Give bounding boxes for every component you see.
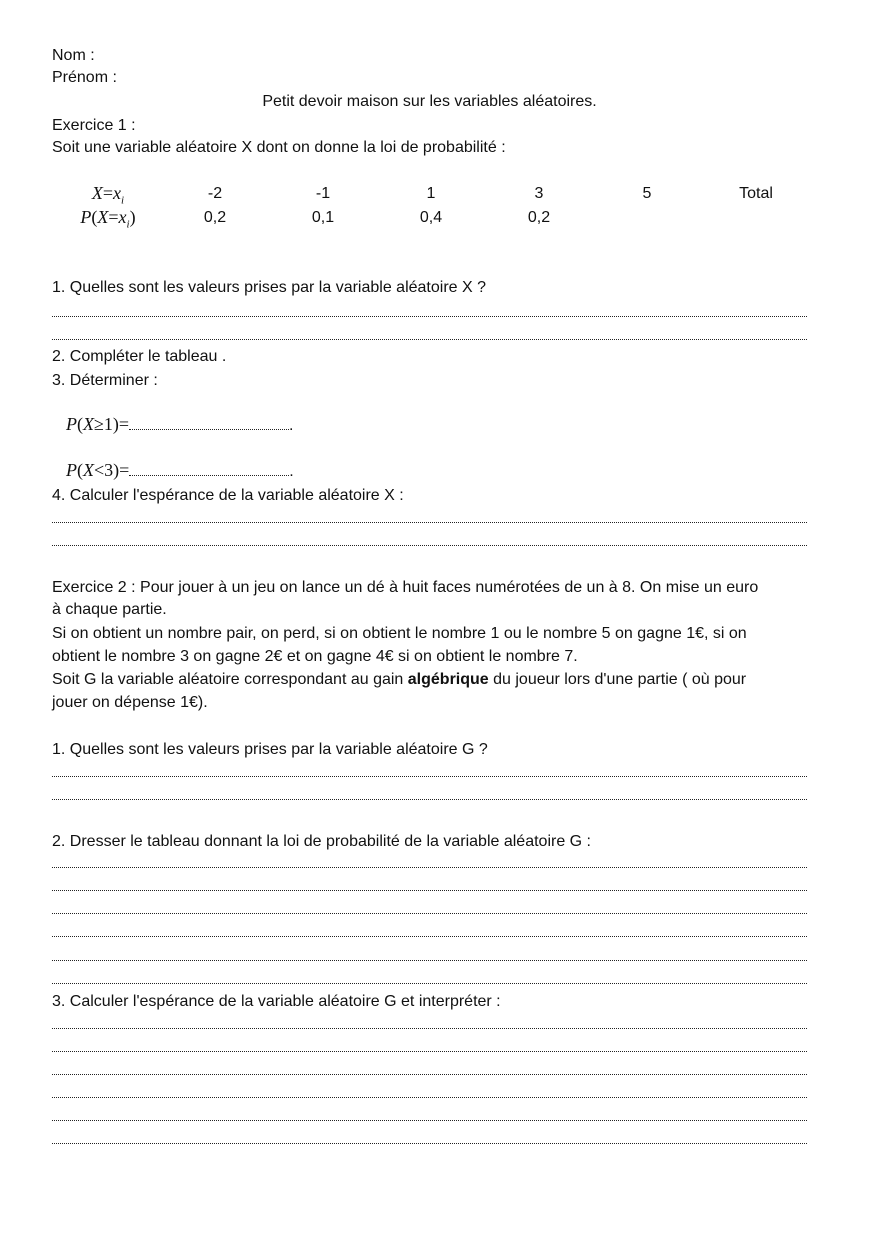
emphasis-algebrique: algébrique [407,671,489,688]
answer-line[interactable] [52,936,807,937]
nom-label: Nom : [52,47,95,64]
table-value: -1 [315,185,331,202]
table-value: 1 [426,185,436,202]
formula-p-x-ge-1: P(X≥1)= . [66,414,294,434]
table-prob: 0,2 [203,209,227,226]
table-value: 3 [534,185,544,202]
answer-line[interactable] [52,799,807,800]
page-title: Petit devoir maison sur les variables aléatoires. [262,93,597,110]
answer-line[interactable] [52,1074,807,1075]
exercise2-text-line6: jouer on dépense 1€). [52,694,208,711]
answer-line[interactable] [52,1143,807,1144]
exercise1-heading: Exercice 1 : [52,117,136,134]
answer-line[interactable] [52,983,807,984]
table-prob: 0,1 [311,209,335,226]
exercise1-question3: 3. Déterminer : [52,372,158,389]
answer-blank[interactable] [129,415,289,430]
table-value: -2 [207,185,223,202]
exercise2-text-line5: Soit G la variable aléatoire correspondant au gain algébrique du joueur lors d'une partie ( où pour [52,671,747,688]
table-row-label-p: $P(X=x_i)$ [80,207,136,231]
exercise1-question2: 2. Compléter le tableau . [52,348,227,365]
formula-p-x-lt-3: P(X<3)= . [66,460,294,480]
table-row-label-x: $X=x_i$ [91,183,125,207]
answer-line[interactable] [52,316,807,317]
table-value: 5 [642,185,652,202]
answer-line[interactable] [52,1028,807,1029]
exercise1-question1: 1. Quelles sont les valeurs prises par la variable aléatoire X ? [52,279,486,296]
exercise2-text-line2: à chaque partie. [52,601,167,618]
table-total-header: Total [739,185,773,202]
table-prob: 0,2 [527,209,551,226]
table-prob: 0,4 [419,209,443,226]
exercise1-question4: 4. Calculer l'espérance de la variable aléatoire X : [52,487,404,504]
answer-line[interactable] [52,776,807,777]
prenom-label: Prénom : [52,69,117,86]
answer-line[interactable] [52,1120,807,1121]
exercise2-text-line3: Si on obtient un nombre pair, on perd, si on obtient le nombre 1 ou le nombre 5 on gagne 1€, si on [52,625,747,642]
exercise2-text-line4: obtient le nombre 3 on gagne 2€ et on gagne 4€ si on obtient le nombre 7. [52,648,578,665]
answer-line[interactable] [52,339,807,340]
answer-line[interactable] [52,867,807,868]
answer-line[interactable] [52,522,807,523]
exercise1-intro: Soit une variable aléatoire X dont on donne la loi de probabilité : [52,139,506,156]
exercise2-question3: 3. Calculer l'espérance de la variable aléatoire G et interpréter : [52,993,501,1010]
exercise2-question1: 1. Quelles sont les valeurs prises par la variable aléatoire G ? [52,741,488,758]
exercise2-question2: 2. Dresser le tableau donnant la loi de probabilité de la variable aléatoire G : [52,833,591,850]
answer-line[interactable] [52,960,807,961]
answer-line[interactable] [52,1097,807,1098]
answer-line[interactable] [52,913,807,914]
answer-line[interactable] [52,890,807,891]
answer-blank[interactable] [129,461,289,476]
answer-line[interactable] [52,1051,807,1052]
answer-line[interactable] [52,545,807,546]
exercise2-text-line1: Exercice 2 : Pour jouer à un jeu on lance un dé à huit faces numérotées de un à 8. On mise un euro [52,579,759,596]
